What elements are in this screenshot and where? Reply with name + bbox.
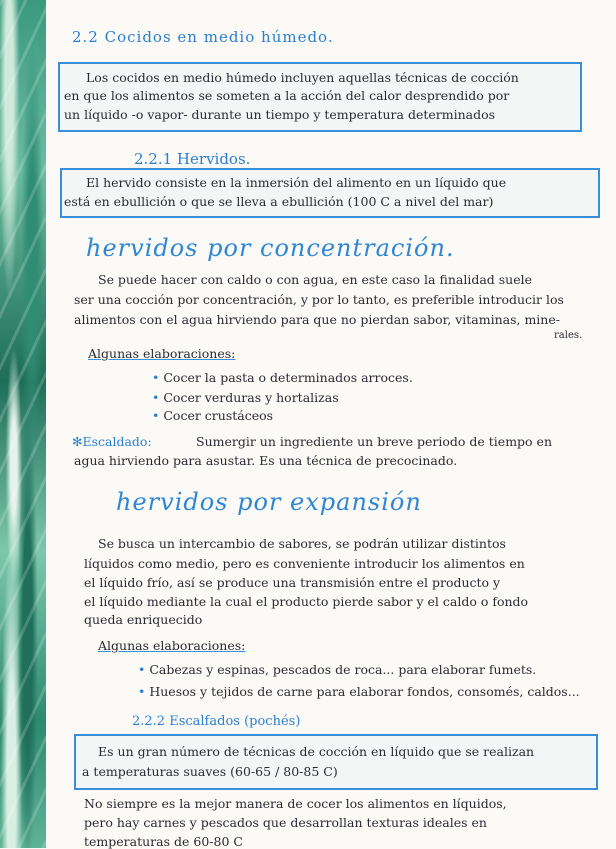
- closing-line: temperaturas de 60-80 C: [84, 834, 243, 849]
- expansion-line: queda enriquecido: [84, 612, 203, 627]
- closing-line: No siempre es la mejor manera de cocer los alimentos en líquidos,: [84, 796, 507, 811]
- hervidos-line: El hervido consiste en la inmersión del alimento en un líquido que: [86, 175, 507, 190]
- escaldado-line: agua hirviendo para asustar. Es una técnica de precocinado.: [74, 453, 458, 468]
- expansion-title: hervidos por expansión: [116, 488, 422, 516]
- list-item: • Cocer verduras y hortalizas: [152, 390, 339, 405]
- elaboraciones-label: Algunas elaboraciones:: [98, 638, 246, 653]
- concentracion-title: hervidos por concentración.: [86, 234, 455, 262]
- concentracion-line: Se puede hacer con caldo o con agua, en este caso la finalidad suele: [98, 272, 533, 287]
- concentracion-line: rales.: [554, 330, 583, 341]
- escaldado-label: [72, 434, 152, 449]
- expansion-line: Se busca un intercambio de sabores, se podrán utilizar distintos: [98, 536, 506, 551]
- escalfados-title: 2.2.2 Escalfados (pochés): [132, 714, 301, 729]
- concentracion-line: ser una cocción por concentración, y por lo tanto, es preferible introducir los: [74, 292, 564, 307]
- expansion-line: el líquido mediante la cual el producto pierde sabor y el caldo o fondo: [84, 594, 529, 609]
- intro-line: un líquido -o vapor- durante un tiempo y temperatura determinados: [64, 107, 496, 122]
- closing-line: pero hay carnes y pescados que desarrollan texturas ideales en: [84, 815, 487, 830]
- escalfados-box: [74, 734, 598, 790]
- list-item: • Cocer la pasta o determinados arroces.: [152, 370, 413, 385]
- marble-border: [0, 0, 46, 848]
- star-icon: ✻: [72, 434, 83, 449]
- section-title: 2.2 Cocidos en medio húmedo.: [72, 28, 334, 46]
- escaldado-term: Escaldado:: [82, 434, 152, 449]
- escalfados-line: Es un gran número de técnicas de cocción en líquido que se realizan: [98, 744, 535, 759]
- hervidos-title: 2.2.1 Hervidos.: [134, 150, 251, 168]
- expansion-line: el líquido frío, así se produce una transmisión entre el producto y: [84, 575, 501, 590]
- list-item: • Huesos y tejidos de carne para elaborar fondos, consomés, caldos...: [138, 684, 580, 699]
- intro-line: Los cocidos en medio húmedo incluyen aquellas técnicas de cocción: [86, 70, 519, 85]
- escaldado-line: Sumergir un ingrediente un breve periodo de tiempo en: [196, 434, 552, 449]
- list-item: • Cocer crustáceos: [152, 408, 273, 423]
- elaboraciones-label: Algunas elaboraciones:: [88, 346, 236, 361]
- hervidos-line: está en ebullición o que se lleva a ebullición (100 C a nivel del mar): [64, 194, 494, 209]
- concentracion-line: alimentos con el agua hirviendo para que no pierdan sabor, vitaminas, mine-: [74, 312, 560, 327]
- escalfados-line: a temperaturas suaves (60-65 / 80-85 C): [82, 764, 338, 779]
- intro-line: en que los alimentos se someten a la acción del calor desprendido por: [64, 88, 510, 103]
- list-item: • Cabezas y espinas, pescados de roca... para elaborar fumets.: [138, 662, 536, 677]
- notebook-page: [46, 0, 616, 848]
- expansion-line: líquidos como medio, pero es conveniente introducir los alimentos en: [84, 556, 525, 571]
